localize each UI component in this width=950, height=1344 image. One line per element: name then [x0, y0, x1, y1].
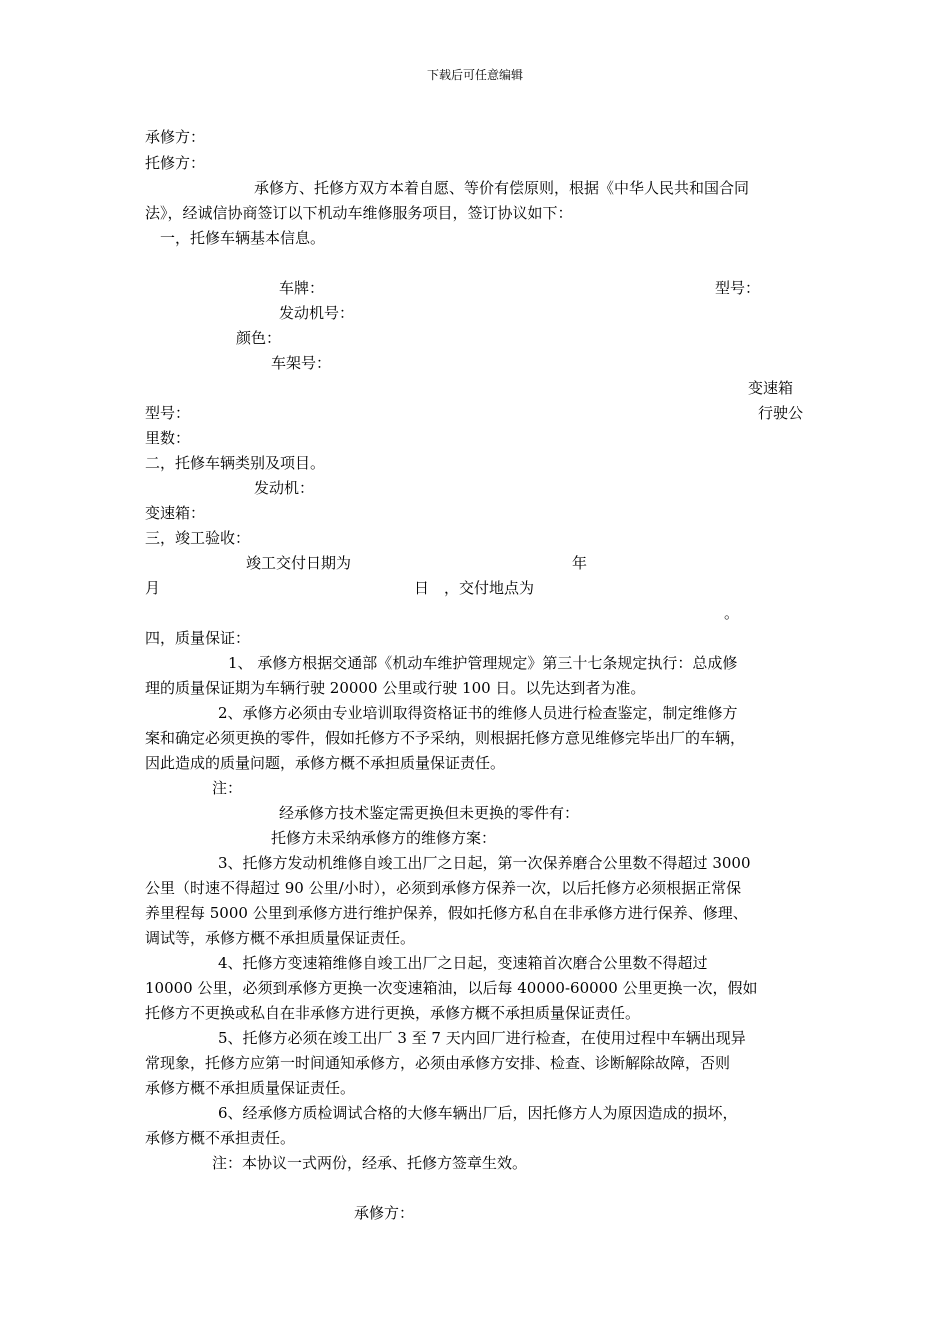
- color-label: 颜色：: [236, 329, 282, 347]
- intro-line-2: 法》，经诚信协商签订以下机动车维修服务项目，签订协议如下：: [145, 204, 573, 222]
- plate-label: 车牌：: [279, 279, 325, 297]
- intro-line-1: 承修方、托修方双方本着自愿、等价有偿原则，根据《中华人民共和国合同: [254, 179, 750, 197]
- mileage-label-a: 行驶公: [758, 404, 804, 422]
- item5-line-3: 承修方概不承担质量保证责任。: [145, 1079, 356, 1097]
- section1-title: 一，托修车辆基本信息。: [160, 229, 326, 247]
- note-rejected-plan: 托修方未采纳承修方的维修方案：: [271, 829, 497, 847]
- item1-line-2: 理的质量保证期为车辆行驶 20000 公里或行驶 100 日。以先达到者为准。: [145, 679, 646, 697]
- item4-line-1: 4、托修方变速箱维修自竣工出厂之日起，变速箱首次磨合公里数不得超过: [218, 954, 708, 972]
- model-label: 型号：: [715, 279, 761, 297]
- gearbox-label-b: 型号：: [145, 404, 191, 422]
- delivery-date-label: 竣工交付日期为: [246, 554, 352, 572]
- item5-line-1: 5、托修方必须在竣工出厂 3 至 7 天内回厂进行检查，在使用过程中车辆出现异: [218, 1029, 746, 1047]
- item3-line-3: 养里程每 5000 公里到承修方进行维护保养，假如托修方私自在非承修方进行保养、修理、: [145, 904, 748, 922]
- item3-line-4: 调试等，承修方概不承担质量保证责任。: [145, 929, 416, 947]
- frame-no-label: 车架号：: [271, 354, 332, 372]
- item1-line-1: 1、 承修方根据交通部《机动车维护管理规定》第三十七条规定执行：总成修: [228, 654, 738, 672]
- period-mark: 。: [724, 604, 740, 622]
- item4-line-3: 托修方不更换或私自在非承修方进行更换，承修方概不承担质量保证责任。: [145, 1004, 641, 1022]
- gearbox-label: 变速箱：: [145, 504, 206, 522]
- note-label: 注：: [212, 779, 243, 797]
- year-label: 年: [572, 554, 588, 572]
- item2-line-2: 案和确定必须更换的零件，假如托修方不予采纳，则根据托修方意见维修完毕出厂的车辆，: [145, 729, 746, 747]
- section2-title: 二，托修车辆类别及项目。: [145, 454, 326, 472]
- header-note: 下载后可任意编辑: [426, 68, 523, 82]
- item5-line-2: 常现象，托修方应第一时间通知承修方，必须由承修方安排、检查、诊断解除故障，否则: [145, 1054, 731, 1072]
- note-unreplaced-parts: 经承修方技术鉴定需更换但未更换的零件有：: [279, 804, 580, 822]
- delivery-place-label: ，交付地点为: [444, 579, 535, 597]
- section3-title: 三，竣工验收：: [145, 529, 251, 547]
- item6-line-1: 6、经承修方质检调试合格的大修车辆出厂后，因托修方人为原因造成的损坏，: [218, 1104, 738, 1122]
- client-label: 托修方：: [145, 154, 206, 172]
- section4-title: 四，质量保证：: [145, 629, 251, 647]
- item2-line-3: 因此造成的质量问题，承修方概不承担质量保证责任。: [145, 754, 506, 772]
- item3-line-2: 公里（时速不得超过 90 公里/小时），必须到承修方保养一次，以后托修方必须根据正常保: [145, 879, 742, 897]
- mileage-label-b: 里数：: [145, 429, 191, 447]
- month-label: 月: [145, 579, 161, 597]
- signature-contractor-label: 承修方：: [354, 1204, 415, 1222]
- item6-line-2: 承修方概不承担责任。: [145, 1129, 296, 1147]
- final-note: 注：本协议一式两份，经承、托修方签章生效。: [212, 1154, 528, 1172]
- item2-line-1: 2、承修方必须由专业培训取得资格证书的维修人员进行检查鉴定，制定维修方: [218, 704, 738, 722]
- day-label: 日: [414, 579, 430, 597]
- gearbox-label-a: 变速箱: [748, 379, 794, 397]
- engine-label: 发动机：: [254, 479, 315, 497]
- item4-line-2: 10000 公里，必须到承修方更换一次变速箱油，以后每 40000-60000 公里更换一次，假如: [145, 979, 758, 997]
- engine-no-label: 发动机号：: [279, 304, 355, 322]
- item3-line-1: 3、托修方发动机维修自竣工出厂之日起，第一次保养磨合公里数不得超过 3000: [218, 854, 751, 872]
- contractor-label: 承修方：: [145, 128, 206, 146]
